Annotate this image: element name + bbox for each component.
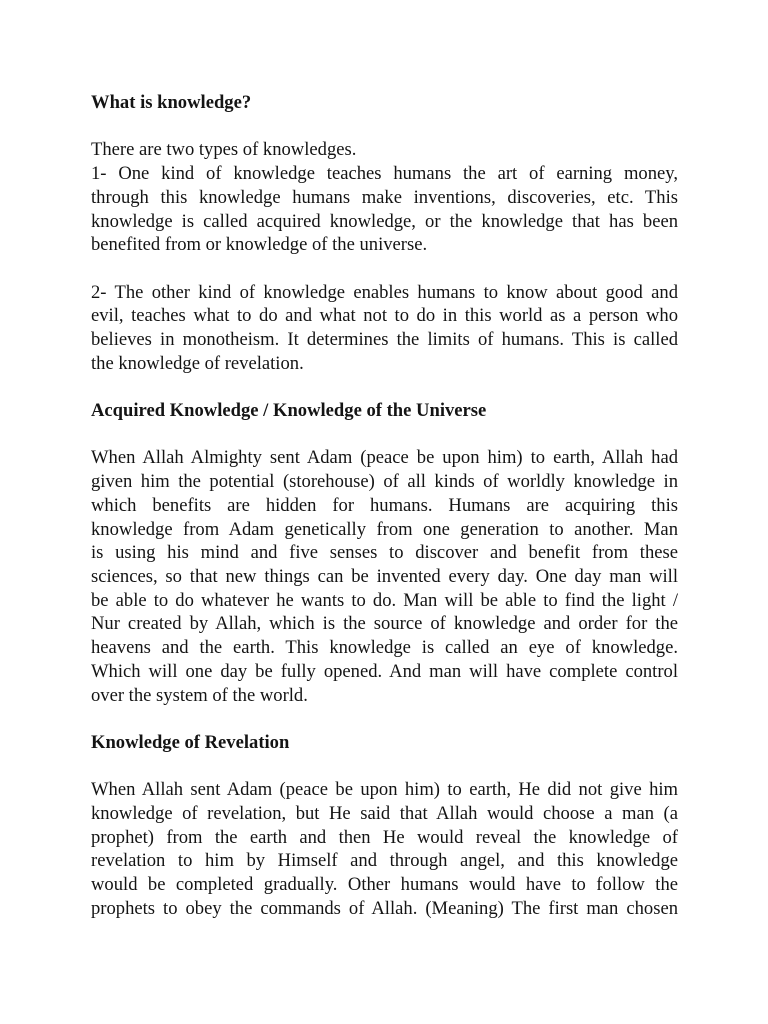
spacer [91, 423, 678, 447]
text-line: prophets to obey the commands of Allah. (Meaning) The first man chosen [91, 897, 678, 919]
text-line: When Allah sent Adam (peace be upon him) to earth, He did not give him [91, 779, 678, 801]
spacer [91, 375, 678, 399]
text-line: is using his mind and five senses to discover and benefit from these [91, 542, 678, 564]
text-line: be able to do whatever he wants to do. Man will be able to find the light / [91, 589, 678, 611]
text-line: through this knowledge humans make inventions, discoveries, etc. This [91, 186, 678, 208]
text-line: heavens and the earth. This knowledge is called an eye of knowledge. [91, 637, 678, 659]
text-line: revelation to him by Himself and through angel, and this knowledge [91, 850, 678, 872]
paragraph-acquired-knowledge [91, 446, 678, 707]
text-line: would be completed gradually. Other humans would have to follow the [91, 874, 678, 896]
text-line: There are two types of knowledges. [91, 139, 357, 161]
text-line: knowledge from Adam genetically from one generation to another. Man [91, 518, 678, 540]
spacer [91, 755, 678, 779]
text-line: 2- The other kind of knowledge enables humans to know about good and [91, 281, 678, 303]
text-line: Which will one day be fully opened. And man will have complete control [91, 660, 678, 682]
text-line: benefited from or knowledge of the universe. [91, 234, 428, 256]
text-line: When Allah Almighty sent Adam (peace be upon him) to earth, Allah had [91, 447, 678, 469]
spacer [91, 115, 678, 139]
spacer [91, 707, 678, 731]
text-line: the knowledge of revelation. [91, 352, 304, 374]
paragraph-knowledge-of-revelation [91, 778, 678, 920]
text-line: evil, teaches what to do and what not to do in this world as a person who [91, 305, 678, 327]
section-heading-knowledge-of-revelation: Knowledge of Revelation [91, 731, 290, 753]
section-heading-what-is-knowledge: What is knowledge? [91, 92, 252, 113]
text-line: given him the potential (storehouse) of all kinds of worldly knowledge in [91, 471, 678, 493]
section-heading-acquired-knowledge: Acquired Knowledge / Knowledge of the Universe [91, 400, 487, 422]
text-line: Nur created by Allah, which is the source of knowledge and order for the [91, 613, 678, 635]
text-line: knowledge is called acquired knowledge, or the knowledge that has been [91, 210, 678, 232]
text-line: which benefits are hidden for humans. Humans are acquiring this [91, 494, 678, 516]
spacer [91, 257, 678, 281]
paragraph-revelation-type [91, 281, 678, 376]
text-line: sciences, so that new things can be invented every day. One day man will [91, 566, 678, 587]
document-page [91, 91, 678, 921]
paragraph-types-intro [91, 138, 678, 257]
text-line: believes in monotheism. It determines the limits of humans. This is called [91, 329, 678, 350]
text-line: knowledge of revelation, but He said that Allah would choose a man (a [91, 803, 678, 824]
text-line: over the system of the world. [91, 684, 308, 706]
text-line: 1- One kind of knowledge teaches humans the art of earning money, [91, 163, 678, 185]
text-line: prophet) from the earth and then He would reveal the knowledge of [91, 826, 678, 848]
